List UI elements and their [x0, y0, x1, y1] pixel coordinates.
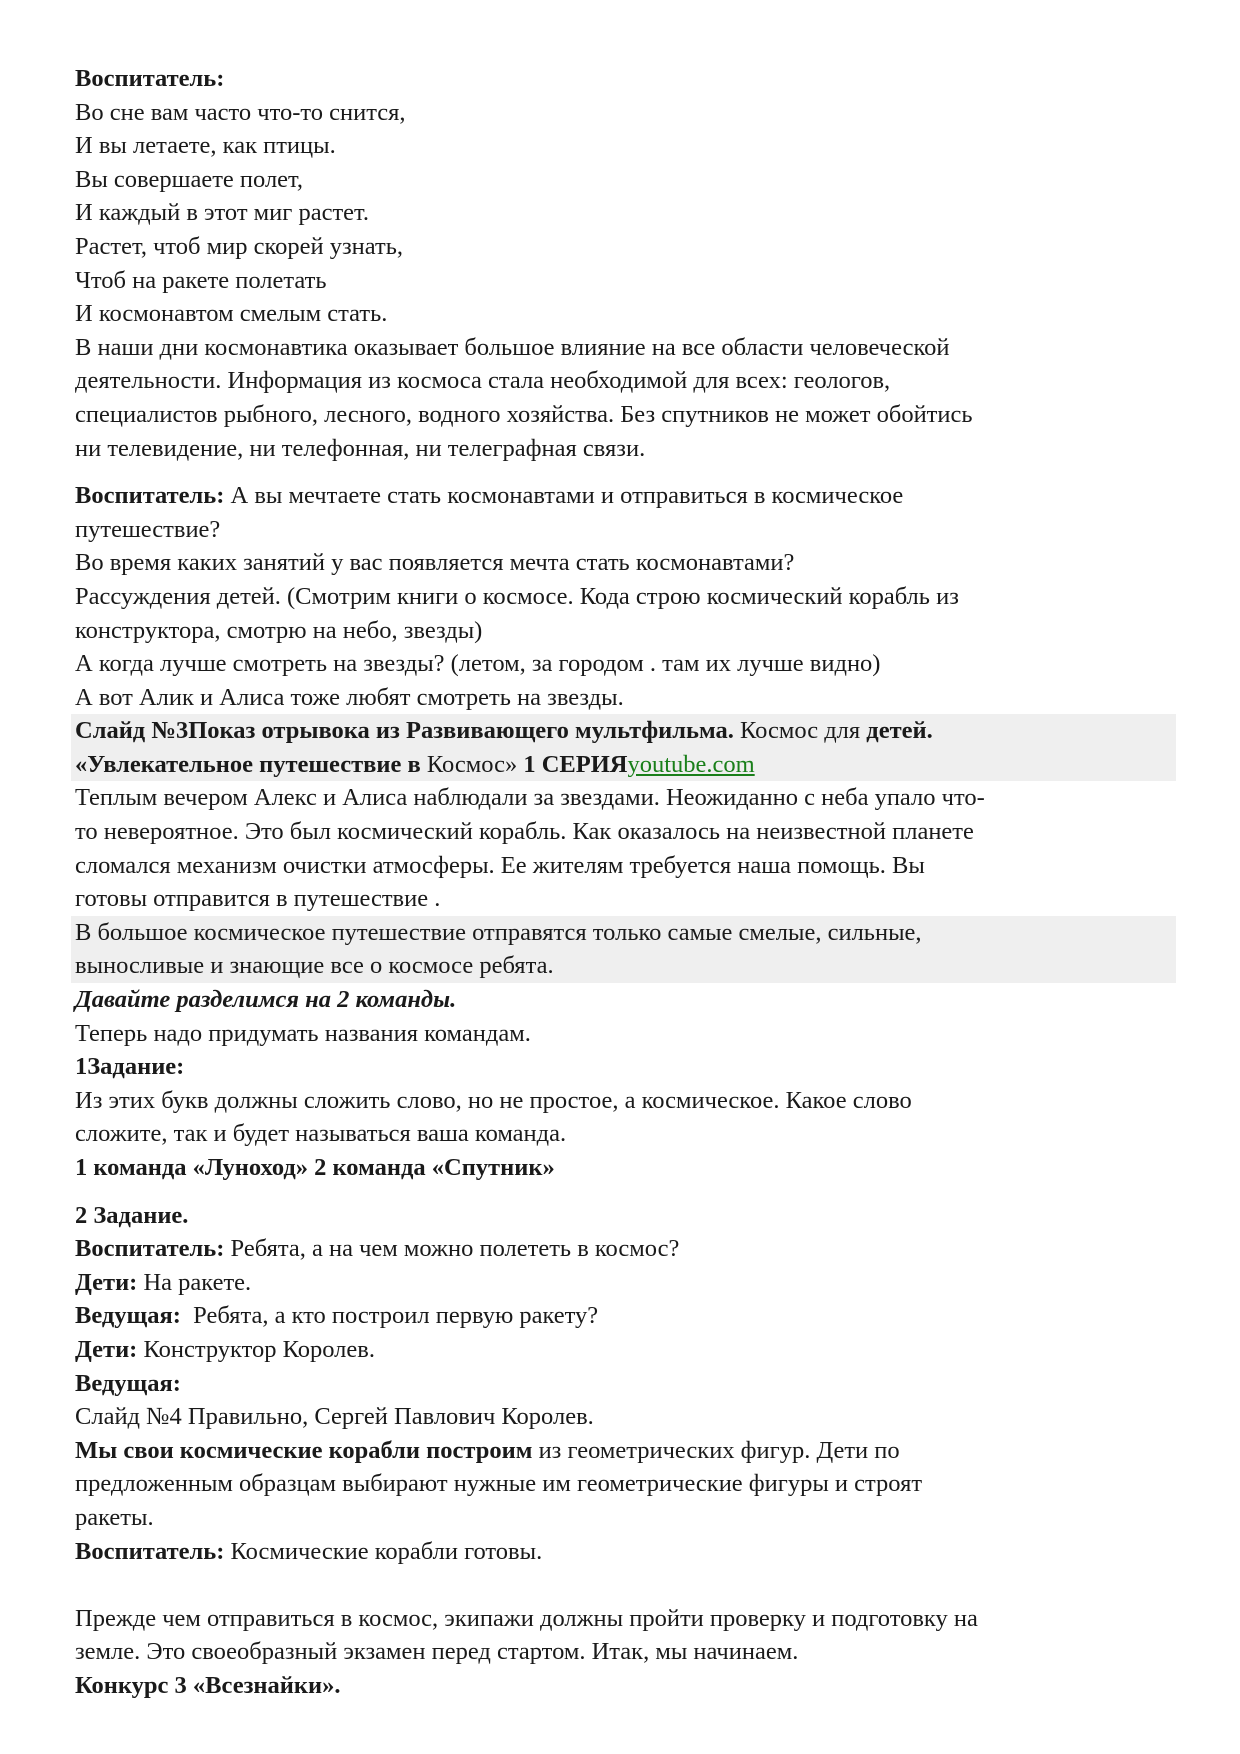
paragraph-line: ракеты.	[75, 1503, 154, 1531]
contest-heading: Конкурс 3 «Всезнайки».	[75, 1671, 341, 1699]
dialogue-text: А вы мечтаете стать космонавтами и отправиться в космическое	[224, 482, 904, 510]
dialogue-line	[75, 1232, 1175, 1266]
slide3-text-bold: детей.	[866, 717, 933, 745]
slide3-line	[71, 748, 1176, 782]
slide3-title: Слайд №3Показ отрывока из Развивающего мультфильма.	[75, 717, 734, 745]
paragraph-line: Прежде чем отправиться в космос, экипажи должны пройти проверку и подготовку на	[75, 1604, 978, 1632]
speaker-label: Дети:	[75, 1335, 138, 1363]
paragraph-line: специалистов рыбного, лесного, водного хозяйства. Без спутников не может обойтись	[75, 400, 973, 428]
speaker-label: Дети:	[75, 1268, 138, 1296]
story-line: то невероятное. Это был космический корабль. Как оказалось на неизвестной планете	[75, 818, 974, 846]
youtube-link[interactable]: youtube.com	[627, 750, 755, 778]
poem-line: Растет, чтоб мир скорей узнать,	[75, 232, 404, 260]
story-line: сломался механизм очистки атмосферы. Ее жителям требуется наша помощь. Вы	[75, 851, 925, 879]
paragraph-line: Теперь надо придумать названия командам.	[75, 1019, 531, 1047]
paragraph-line: А вот Алик и Алиса тоже любят смотреть на звезды.	[75, 683, 624, 711]
paragraph-gap	[75, 1185, 1175, 1199]
story-line-shaded: В большое космическое путешествие отправятся только самые смелые, сильные,	[71, 916, 1176, 950]
story-line: готовы отправится в путешествие .	[75, 885, 441, 913]
speaker-label: Ведущая:	[75, 1302, 181, 1330]
slide3-episode: 1 СЕРИЯ	[523, 750, 628, 778]
paragraph-gap	[75, 465, 1175, 479]
dialogue-line	[75, 1299, 1175, 1333]
ships-bold: Мы свои космические корабли построим	[75, 1436, 533, 1464]
team-names: 1 команда «Луноход» 2 команда «Спутник»	[75, 1154, 555, 1181]
dialogue-text: На ракете.	[137, 1268, 252, 1296]
slide3-subtitle: «Увлекательное путешествие в	[75, 750, 421, 778]
speaker-label: Воспитатель:	[75, 482, 225, 510]
paragraph-line: ни телевидение, ни телефонная, ни телеграфная связи.	[75, 434, 646, 462]
slide3-text: Космос»	[420, 750, 524, 778]
slide3-line	[71, 714, 1176, 748]
paragraph-line: деятельности. Информация из космоса стала необходимой для всех: геологов,	[75, 367, 891, 395]
slide4-line: Слайд №4 Правильно, Сергей Павлович Королев.	[75, 1403, 594, 1431]
dialogue-text: Ребята, а кто построил первую ракету?	[180, 1302, 599, 1330]
paragraph-line: путешествие?	[75, 515, 221, 543]
speaker-label: Воспитатель:	[75, 65, 225, 92]
paragraph-line: Рассуждения детей. (Смотрим книги о космосе. Кода строю космический корабль из	[75, 582, 959, 610]
poem-line: И вы летаете, как птицы.	[75, 132, 336, 160]
dialogue-line	[75, 1333, 1175, 1367]
speaker-label: Воспитатель:	[75, 1235, 225, 1263]
paragraph-gap	[75, 1568, 1175, 1602]
document-page	[75, 62, 1175, 1703]
speaker-label: Ведущая:	[75, 1369, 181, 1397]
dialogue-text: Космические корабли готовы.	[224, 1537, 543, 1565]
story-line-shaded: выносливые и знающие все о космосе ребята.	[71, 949, 1176, 983]
slide3-text: Космос для	[733, 717, 867, 745]
poem-line: И космонавтом смелым стать.	[75, 300, 388, 328]
paragraph-line: земле. Это своеобразный экзамен перед стартом. Итак, мы начинаем.	[75, 1638, 799, 1666]
dialogue-text: Ребята, а на чем можно полететь в космос?	[224, 1235, 680, 1263]
divide-teams-heading: Давайте разделимся на 2 команды.	[75, 986, 457, 1014]
paragraph-line: предложенным образцам выбирают нужные им геометрические фигуры и строят	[75, 1470, 923, 1498]
poem-line: И каждый в этот миг растет.	[75, 199, 370, 227]
dialogue-line	[75, 479, 1175, 513]
poem-line: Во сне вам часто что-то снится,	[75, 98, 406, 126]
paragraph-line: А когда лучше смотреть на звезды? (летом, за городом . там их лучше видно)	[75, 650, 881, 678]
ships-line	[75, 1434, 1175, 1468]
paragraph-line: Из этих букв должны сложить слово, но не простое, а космическое. Какое слово	[75, 1086, 912, 1114]
ships-text: из геометрических фигур. Дети по	[532, 1436, 900, 1464]
dialogue-line	[75, 1266, 1175, 1300]
task1-title: 1Задание:	[75, 1053, 185, 1081]
poem-line: Вы совершаете полет,	[75, 165, 304, 193]
dialogue-line	[75, 1535, 1175, 1569]
poem-line: Чтоб на ракете полетать	[75, 266, 327, 294]
paragraph-line: Во время каких занятий у вас появляется мечта стать космонавтами?	[75, 549, 795, 577]
paragraph-line: В наши дни космонавтика оказывает большое влияние на все области человеческой	[75, 333, 950, 361]
dialogue-line	[75, 1367, 1175, 1401]
story-line: Теплым вечером Алекс и Алиса наблюдали за звездами. Неожиданно с неба упало что-	[75, 784, 985, 812]
task2-title: 2 Задание.	[75, 1201, 189, 1229]
speaker-label: Воспитатель:	[75, 1537, 225, 1565]
paragraph-line: конструктора, смотрю на небо, звезды)	[75, 616, 483, 644]
paragraph-line: сложите, так и будет называться ваша команда.	[75, 1120, 567, 1148]
dialogue-text: Конструктор Королев.	[137, 1335, 375, 1363]
